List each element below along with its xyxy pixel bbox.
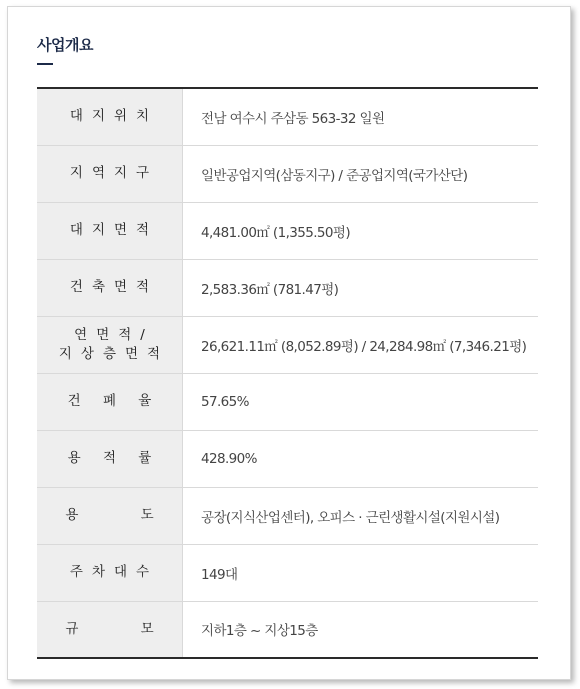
row-value: 149대 bbox=[183, 544, 539, 601]
table-row-floor-area-ratio bbox=[37, 430, 538, 487]
row-label: 용 적 률 bbox=[37, 430, 183, 487]
row-value: 공장(지식산업센터), 오피스 · 근린생활시설(지원시설) bbox=[183, 487, 539, 544]
row-value: 26,621.11㎡ (8,052.89평) / 24,284.98㎡ (7,346.21평) bbox=[183, 316, 539, 373]
row-value: 지하1층 ~ 지상15층 bbox=[183, 601, 539, 658]
table-row-parking bbox=[37, 544, 538, 601]
table-row-zoning bbox=[37, 145, 538, 202]
table-row-site-location bbox=[37, 88, 538, 145]
row-value: 전남 여수시 주삼동 563-32 일원 bbox=[183, 88, 539, 145]
section-title: 사업개요 bbox=[37, 36, 93, 54]
row-label: 주차대수 bbox=[37, 544, 183, 601]
row-label: 건 폐 율 bbox=[37, 373, 183, 430]
project-overview-table bbox=[37, 87, 538, 659]
row-label: 대지위치 bbox=[37, 88, 183, 145]
row-label: 용 도 bbox=[37, 487, 183, 544]
table-row-site-area bbox=[37, 202, 538, 259]
row-label: 지역지구 bbox=[37, 145, 183, 202]
table-row-coverage-ratio bbox=[37, 373, 538, 430]
row-value: 2,583.36㎡ (781.47평) bbox=[183, 259, 539, 316]
row-value: 428.90% bbox=[183, 430, 539, 487]
table-row-building-area bbox=[37, 259, 538, 316]
table-row-floor-area bbox=[37, 316, 538, 373]
row-label: 연면적/ 지상층면적 bbox=[37, 316, 183, 373]
row-value: 4,481.00㎡ (1,355.50평) bbox=[183, 202, 539, 259]
row-label: 규 모 bbox=[37, 601, 183, 658]
title-underline bbox=[37, 63, 53, 65]
row-label: 건축면적 bbox=[37, 259, 183, 316]
table-row-scale bbox=[37, 601, 538, 658]
row-label: 대지면적 bbox=[37, 202, 183, 259]
row-value: 일반공업지역(삼동지구) / 준공업지역(국가산단) bbox=[183, 145, 539, 202]
table-row-usage bbox=[37, 487, 538, 544]
row-value: 57.65% bbox=[183, 373, 539, 430]
